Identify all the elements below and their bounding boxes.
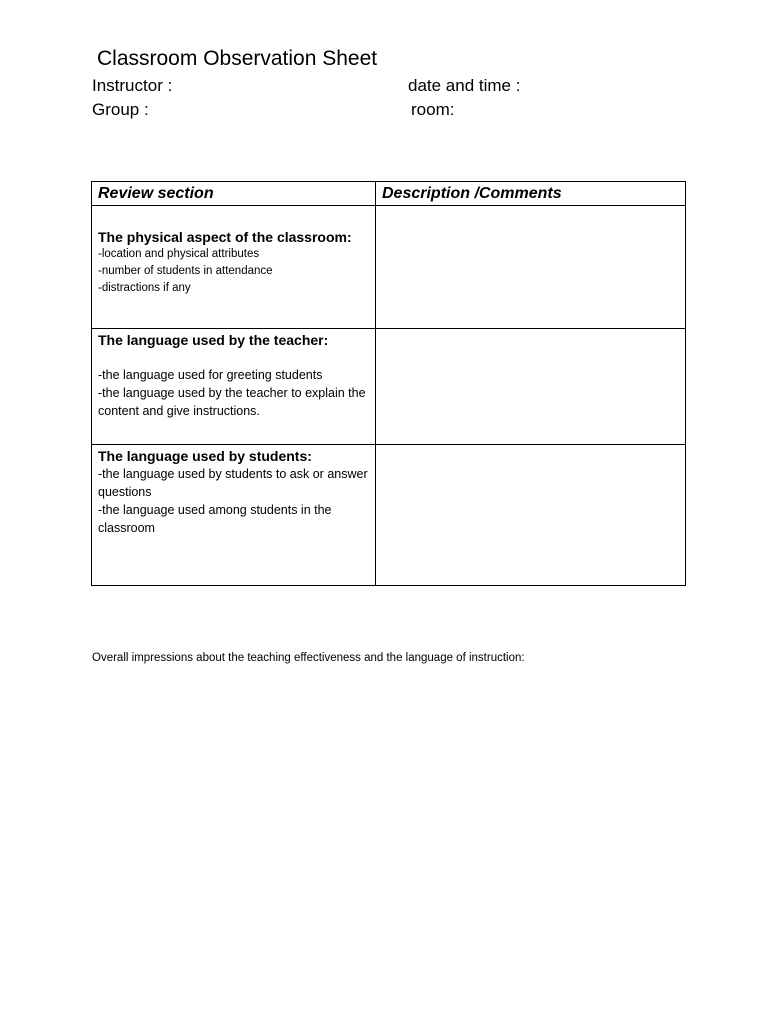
table-header-row xyxy=(92,182,686,206)
comments-cell[interactable] xyxy=(376,329,686,445)
column-header-review-section: Review section xyxy=(92,182,376,206)
comments-cell[interactable] xyxy=(376,445,686,586)
section-item: -number of students in attendance xyxy=(98,265,273,277)
overall-impressions-label: Overall impressions about the teaching effectiveness and the language of instruction: xyxy=(92,652,525,664)
section-heading: The language used by students: xyxy=(98,448,312,464)
instructor-label: Instructor : xyxy=(92,76,173,95)
table-row xyxy=(92,445,686,586)
review-section-cell xyxy=(92,445,376,586)
date-time-label: date and time : xyxy=(408,76,521,95)
comments-cell[interactable] xyxy=(376,206,686,329)
page-title: Classroom Observation Sheet xyxy=(97,47,378,70)
room-label: room: xyxy=(411,100,455,119)
section-heading: The physical aspect of the classroom: xyxy=(98,229,352,245)
section-item: -the language used by the teacher to explain the content and give instructions. xyxy=(98,386,366,418)
review-table xyxy=(91,181,686,586)
review-section-cell xyxy=(92,206,376,329)
section-item: -location and physical attributes xyxy=(98,248,260,260)
section-item: -the language used among students in the classroom xyxy=(98,503,332,535)
section-item: -the language used for greeting students xyxy=(98,368,323,382)
table-row xyxy=(92,329,686,445)
section-item: -distractions if any xyxy=(98,282,191,294)
table-row xyxy=(92,206,686,329)
section-heading: The language used by the teacher: xyxy=(98,332,329,348)
review-section-cell xyxy=(92,329,376,445)
group-label: Group : xyxy=(92,100,149,119)
column-header-description-comments: Description /Comments xyxy=(376,182,686,206)
section-item: -the language used by students to ask or answer questions xyxy=(98,467,368,499)
